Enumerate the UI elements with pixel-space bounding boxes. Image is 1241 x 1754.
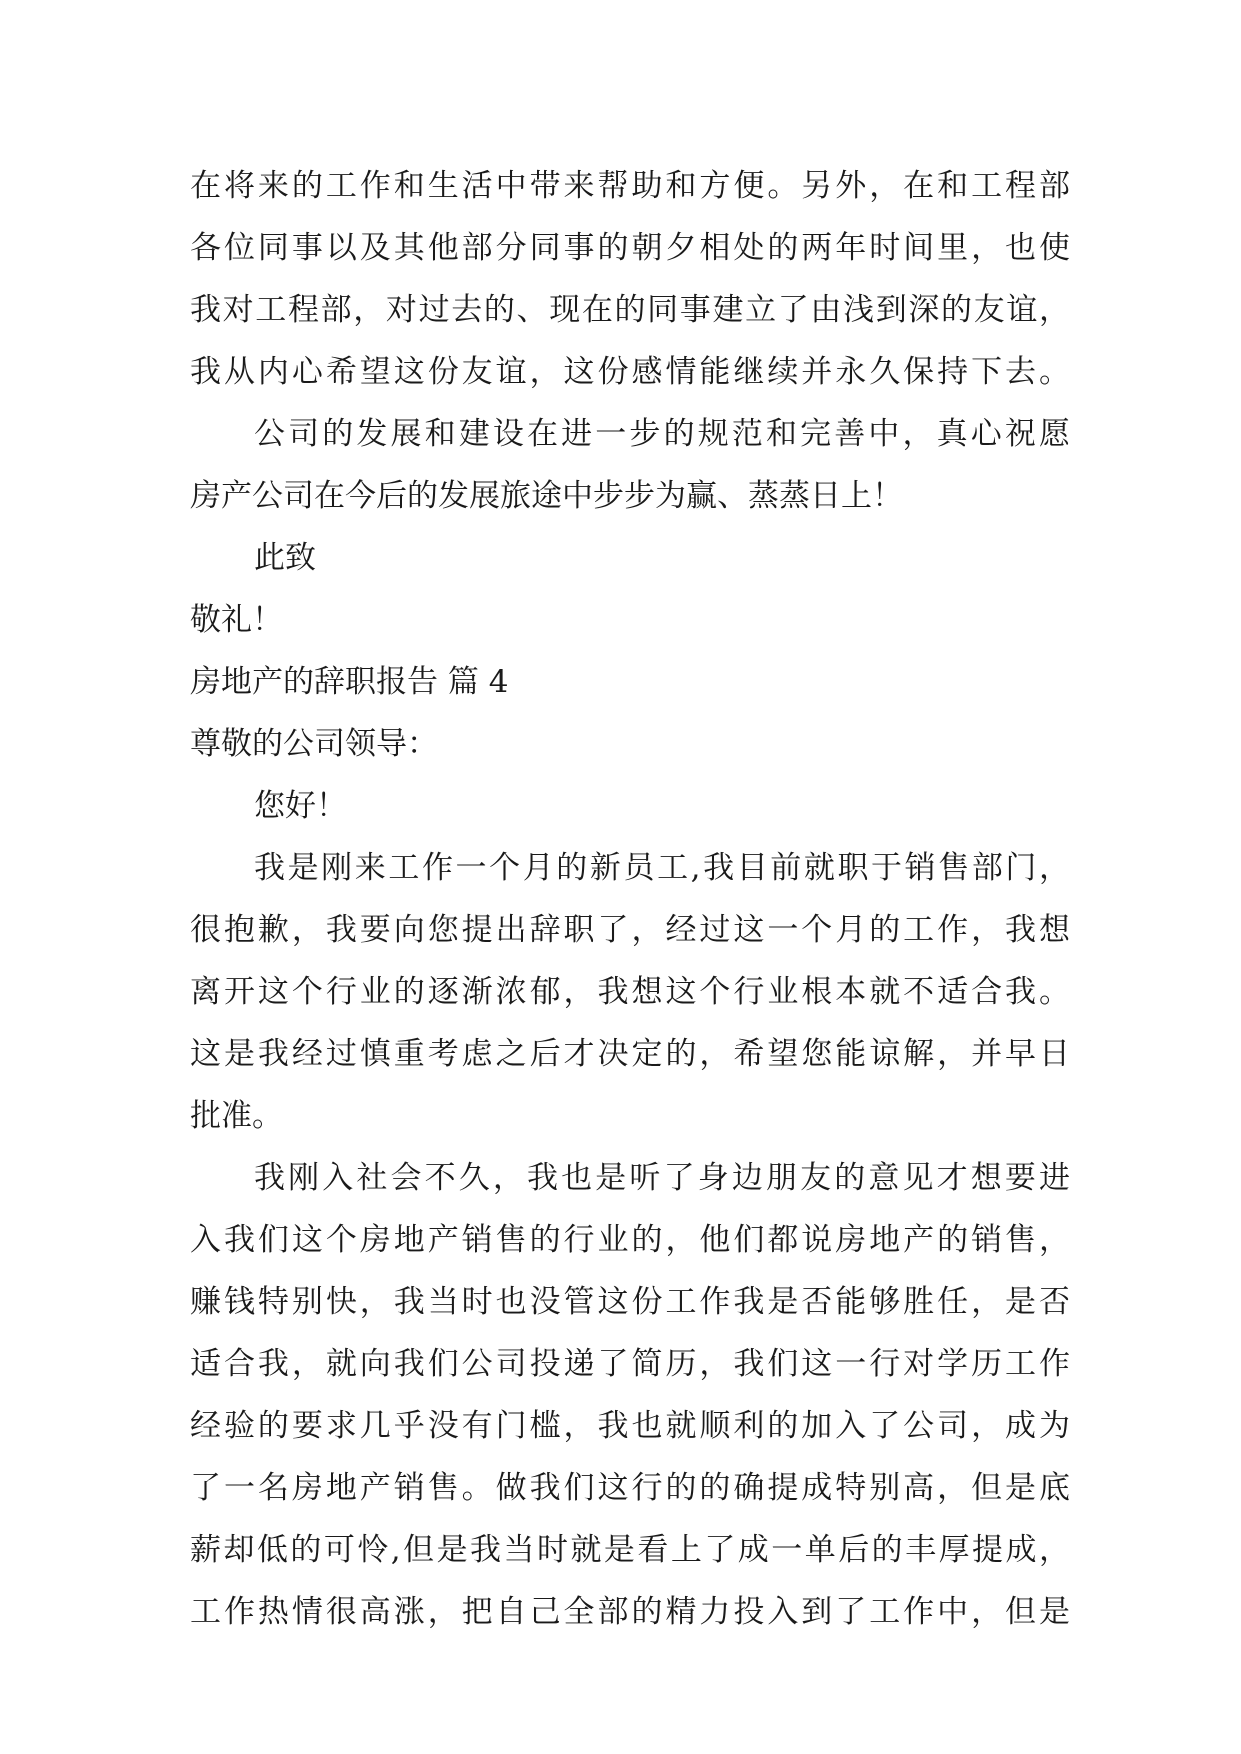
text-line: 这是我经过慎重考虑之后才决定的，希望您能谅解，并早日	[190, 1036, 1070, 1072]
letter-recipient: 尊敬的公司领导：	[190, 726, 438, 762]
text-line: 我从内心希望这份友谊，这份感情能继续并永久保持下去。	[190, 354, 1070, 390]
document-body	[190, 155, 1070, 1643]
closing-salutation: 此致	[254, 540, 316, 576]
text-line: 了一名房地产销售。做我们这行的的确提成特别高，但是底	[190, 1470, 1070, 1506]
text-line: 批准。	[190, 1098, 283, 1134]
text-line: 适合我，就向我们公司投递了简历，我们这一行对学历工作	[190, 1346, 1070, 1382]
text-line: 我对工程部，对过去的、现在的同事建立了由浅到深的友谊，	[190, 292, 1070, 328]
text-line: 我刚入社会不久，我也是听了身边朋友的意见才想要进	[254, 1160, 1070, 1196]
text-line: 赚钱特别快，我当时也没管这份工作我是否能够胜任，是否	[190, 1284, 1070, 1320]
text-line: 薪却低的可怜,但是我当时就是看上了成一单后的丰厚提成，	[190, 1532, 1070, 1568]
letter-greeting: 您好！	[254, 788, 347, 824]
text-line: 经验的要求几乎没有门槛，我也就顺利的加入了公司，成为	[190, 1408, 1070, 1444]
text-line: 工作热情很高涨，把自己全部的精力投入到了工作中，但是	[190, 1594, 1070, 1630]
section-heading: 房地产的辞职报告 篇 4	[190, 664, 509, 700]
text-line: 在将来的工作和生活中带来帮助和方便。另外，在和工程部	[190, 168, 1070, 204]
text-line: 我是刚来工作一个月的新员工,我目前就职于销售部门，	[254, 850, 1070, 886]
text-line: 离开这个行业的逐渐浓郁，我想这个行业根本就不适合我。	[190, 974, 1070, 1010]
text-line: 各位同事以及其他部分同事的朝夕相处的两年时间里，也使	[190, 230, 1070, 266]
text-line: 入我们这个房地产销售的行业的，他们都说房地产的销售，	[190, 1222, 1070, 1258]
text-line: 房产公司在今后的发展旅途中步步为赢、蒸蒸日上！	[190, 478, 903, 514]
text-line: 公司的发展和建设在进一步的规范和完善中，真心祝愿	[254, 416, 1070, 452]
closing-regards: 敬礼！	[190, 602, 283, 638]
text-line: 很抱歉，我要向您提出辞职了，经过这一个月的工作，我想	[190, 912, 1070, 948]
